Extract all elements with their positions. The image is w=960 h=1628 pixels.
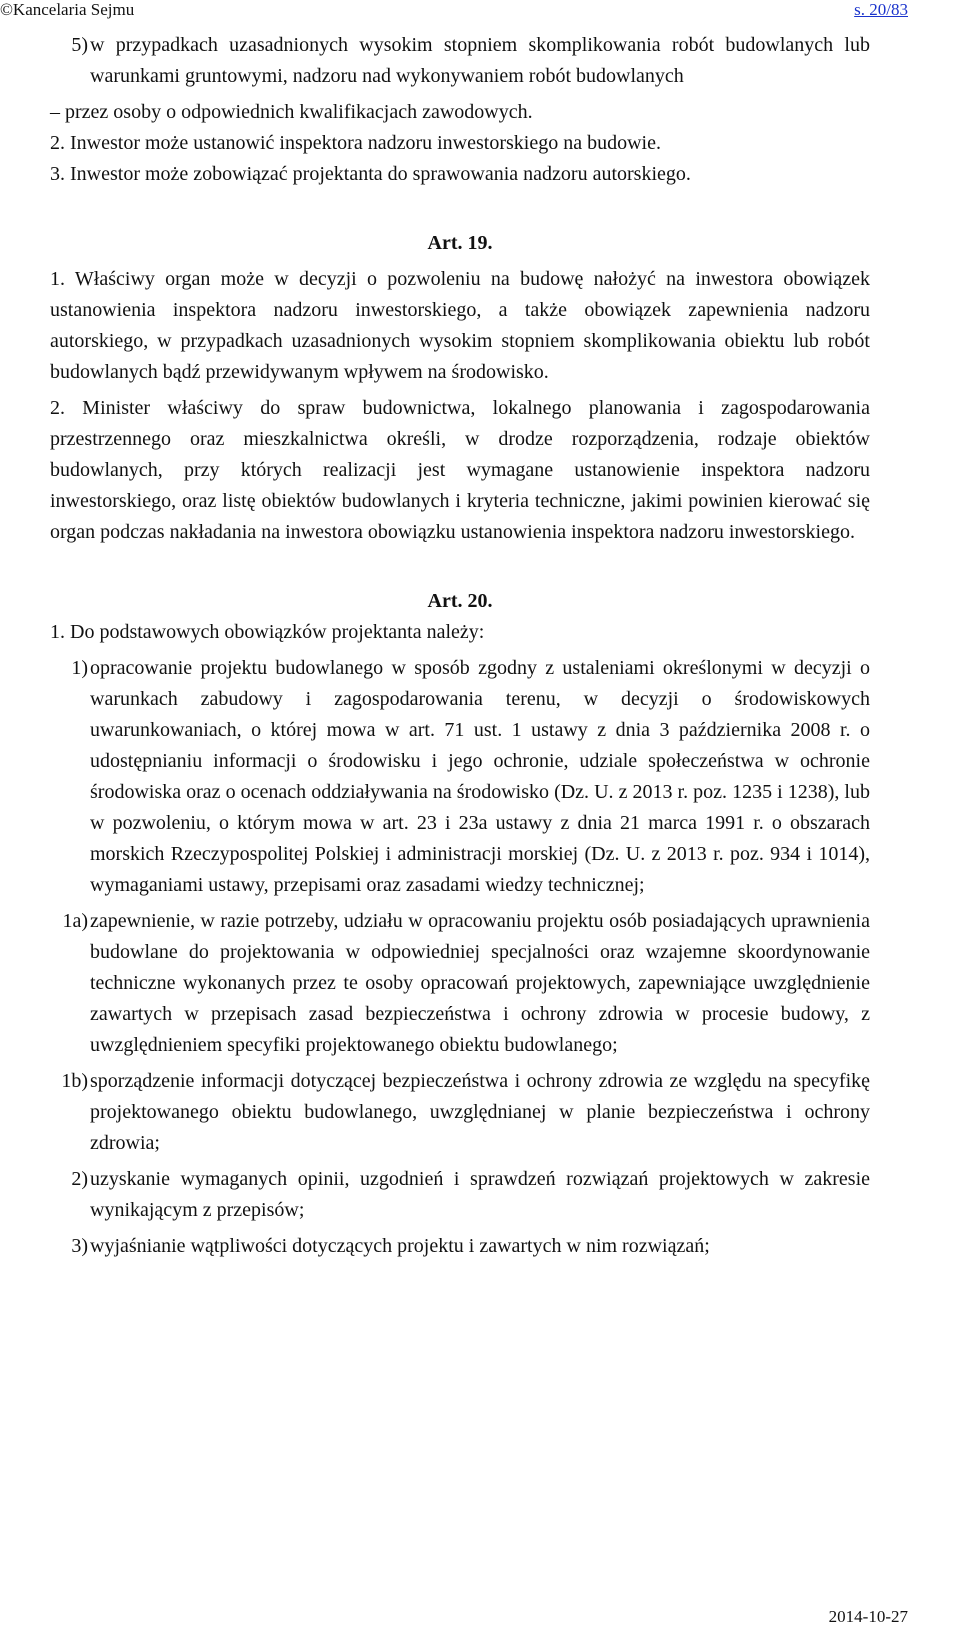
art20-item-list [50, 653, 870, 1262]
art19-paragraph-1: 1. Właściwy organ może w decyzji o pozwoleniu na budowę nałożyć na inwestora obowiązek ustanowienia inspektora nadzoru inwestorskiego, a także obowiązek zapewnienia nadzoru autorskiego, w przypadkach uzasadnionych wysokim stopniem skomplikowania obiektu lub robót budowlanych bądź przewidywanym wpływem na środowisko. [50, 268, 870, 383]
document-body [50, 30, 870, 1267]
item-text: sporządzenie informacji dotyczącej bezpieczeństwa i ochrony zdrowia ze względu na specyfikę projektowanego obiektu budowlanego, uwzględnianej w planie bezpieczeństwa i ochrony zdrowia; [90, 1070, 870, 1154]
copyright-text: ©Kancelaria Sejmu [0, 0, 135, 19]
art19-paragraph-2: 2. Minister właściwy do spraw budownictwa, lokalnego planowania i zagospodarowania przestrzennego oraz mieszkalnictwa określi, w drodze rozporządzenia, rodzaje obiektów budowlanych, przy których realizacji jest wymagane ustanowienie inspektora nadzoru inwestorskiego, oraz listę obiektów budowlanych i kryteria techniczne, jakimi powinien kierować się organ podczas nakładania na inwestora obowiązku ustanowienia inspektora nadzoru inwestorskiego. [50, 397, 870, 543]
footer-date-text: 2014-10-27 [828, 1607, 908, 1626]
art18-paragraph-3: 3. Inwestor może zobowiązać projektanta do sprawowania nadzoru autorskiego. [50, 163, 691, 185]
art18-item-5 [50, 30, 870, 92]
item-number: 1) [71, 657, 88, 679]
item-number: 3) [71, 1235, 88, 1257]
item-text: opracowanie projektu budowlanego w sposób zgodny z ustaleniami określonymi w decyzji o warunkach zabudowy i zagospodarowania terenu, w decyzji o środowiskowych uwarunkowaniach, o której mowa w art. 71 ust. 1 ustawy z dnia 3 października 2008 r. o udostępnianiu informacji o środowisku i jego ochronie, udziale społeczeństwa w ochronie środowiska oraz o ocenach oddziaływania na środowisko (Dz. U. z 2013 r. poz. 1235 i 1238), lub w pozwoleniu, o którym mowa w art. 23 i 23a ustawy z dnia 21 marca 1991 r. o obszarach morskich Rzeczypospolitej Polskiej i administracji morskiej (Dz. U. z 2013 r. poz. 934 i 1014), wymaganiami ustawy, przepisami oraz zasadami wiedzy technicznej; [90, 657, 870, 896]
art18-tiret: – przez osoby o odpowiednich kwalifikacjach zawodowych. [50, 101, 533, 123]
item-number: 1a) [62, 910, 88, 932]
art20-item-3 [50, 1231, 870, 1262]
header-copyright [0, 0, 134, 20]
header-page-number[interactable] [854, 0, 908, 20]
art20-title: Art. 20. [427, 590, 493, 612]
item-number: 5) [71, 34, 88, 56]
art20-item-1b [50, 1066, 870, 1159]
art18-paragraph-2: 2. Inwestor może ustanowić inspektora nadzoru inwestorskiego na budowie. [50, 132, 661, 154]
item-text: uzyskanie wymaganych opinii, uzgodnień i sprawdzeń rozwiązań projektowych w zakresie wynikającym z przepisów; [90, 1168, 870, 1221]
footer-date [829, 1606, 908, 1628]
item-text: zapewnienie, w razie potrzeby, udziału w opracowaniu projektu osób posiadających uprawnienia budowlane do projektowania w odpowiedniej specjalności oraz wzajemne skoordynowanie techniczne wykonanych przez te osoby opracowań projektowych, zapewniające uwzględnienie zawartych w przepisach zasad bezpieczeństwa i ochrony zdrowia w procesie budowy, z uwzględnieniem specyfiki projektowanego obiektu budowlanego; [90, 910, 870, 1056]
art20-item-1 [50, 653, 870, 901]
item-text: wyjaśnianie wątpliwości dotyczących projektu i zawartych w nim rozwiązań; [90, 1235, 710, 1257]
art20-item-2 [50, 1164, 870, 1226]
art20-item-1a [50, 906, 870, 1061]
item-number: 1b) [61, 1070, 88, 1092]
item-text: w przypadkach uzasadnionych wysokim stopniem skomplikowania robót budowlanych lub warunkami gruntowymi, nadzoru nad wykonywaniem robót budowlanych [90, 34, 870, 87]
art20-paragraph-1-intro: 1. Do podstawowych obowiązków projektanta należy: [50, 621, 485, 643]
page-number-link[interactable]: s. 20/83 [854, 0, 908, 19]
art19-title: Art. 19. [427, 232, 493, 254]
item-number: 2) [71, 1168, 88, 1190]
